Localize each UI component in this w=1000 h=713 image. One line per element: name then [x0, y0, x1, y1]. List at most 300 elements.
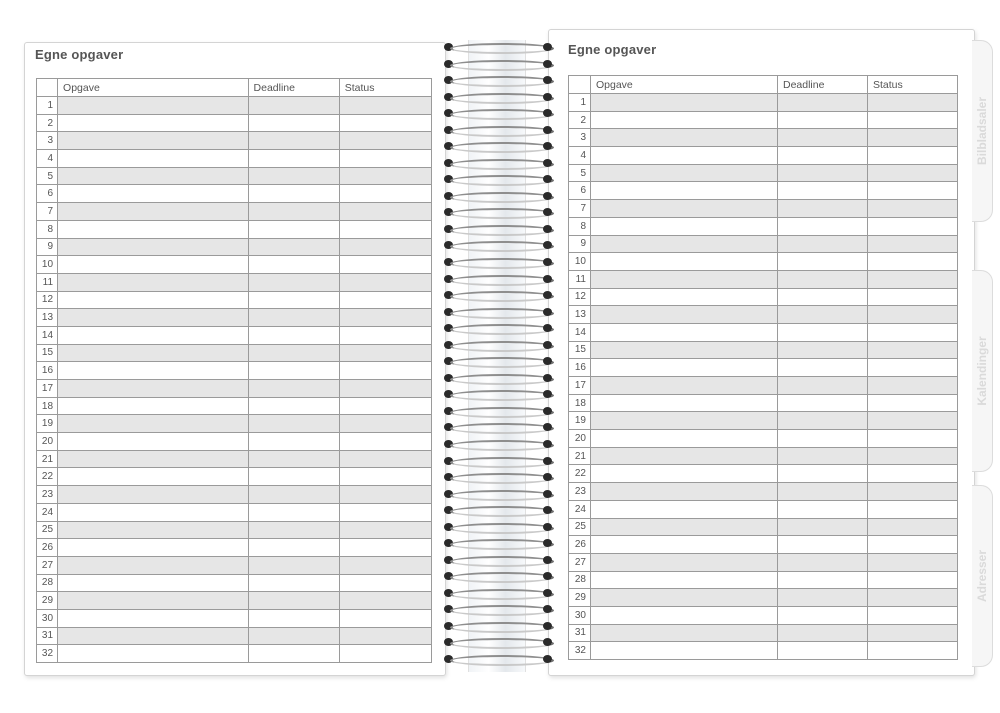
deadline-cell[interactable]	[778, 500, 868, 518]
coil-loop	[450, 390, 554, 401]
opgave-cell[interactable]	[591, 235, 778, 253]
deadline-cell[interactable]	[778, 483, 868, 501]
deadline-cell[interactable]	[248, 167, 339, 185]
status-cell[interactable]	[339, 185, 431, 203]
status-cell[interactable]	[868, 341, 958, 359]
opgave-cell[interactable]	[591, 536, 778, 554]
binding-coil	[438, 305, 562, 319]
status-cell[interactable]	[868, 447, 958, 465]
coil-loop	[450, 655, 554, 666]
deadline-cell[interactable]	[248, 97, 339, 115]
deadline-cell[interactable]	[778, 536, 868, 554]
status-cell[interactable]	[868, 147, 958, 165]
status-cell[interactable]	[339, 486, 431, 504]
coil-loop	[450, 572, 554, 583]
coil-loop	[450, 589, 554, 600]
status-cell[interactable]	[339, 309, 431, 327]
deadline-cell[interactable]	[248, 397, 339, 415]
deadline-cell[interactable]	[248, 574, 339, 592]
status-cell[interactable]	[339, 326, 431, 344]
section-tab-3-label: Adresser	[975, 549, 989, 603]
deadline-cell[interactable]	[778, 430, 868, 448]
deadline-cell[interactable]	[248, 627, 339, 645]
left-task-table	[36, 78, 432, 663]
table-row	[37, 167, 432, 185]
opgave-cell[interactable]	[58, 521, 248, 539]
deadline-cell[interactable]	[778, 306, 868, 324]
status-cell[interactable]	[339, 397, 431, 415]
opgave-cell[interactable]	[591, 394, 778, 412]
opgave-cell[interactable]	[591, 288, 778, 306]
binding-hole	[543, 556, 552, 564]
opgave-cell[interactable]	[591, 359, 778, 377]
status-cell[interactable]	[339, 415, 431, 433]
right-header-number	[569, 76, 591, 94]
deadline-cell[interactable]	[248, 450, 339, 468]
status-cell[interactable]	[339, 238, 431, 256]
status-cell[interactable]	[339, 503, 431, 521]
opgave-cell[interactable]	[591, 642, 778, 660]
status-cell[interactable]	[339, 521, 431, 539]
coil-loop	[450, 142, 554, 153]
binding-coil	[438, 321, 562, 335]
binding-hole	[543, 523, 552, 531]
deadline-cell[interactable]	[248, 185, 339, 203]
status-cell[interactable]	[339, 167, 431, 185]
deadline-cell[interactable]	[778, 111, 868, 129]
row-number: 31	[37, 627, 58, 645]
table-row	[569, 129, 958, 147]
status-cell[interactable]	[339, 450, 431, 468]
deadline-cell[interactable]	[248, 645, 339, 663]
opgave-cell[interactable]	[591, 253, 778, 271]
deadline-cell[interactable]	[778, 465, 868, 483]
right-table-body	[569, 94, 958, 660]
table-row	[569, 182, 958, 200]
binding-coil	[438, 189, 562, 203]
status-cell[interactable]	[339, 256, 431, 274]
deadline-cell[interactable]	[778, 341, 868, 359]
opgave-cell[interactable]	[58, 220, 248, 238]
opgave-cell[interactable]	[58, 397, 248, 415]
status-cell[interactable]	[868, 129, 958, 147]
status-cell[interactable]	[868, 589, 958, 607]
opgave-cell[interactable]	[58, 468, 248, 486]
opgave-cell[interactable]	[591, 430, 778, 448]
opgave-cell[interactable]	[591, 465, 778, 483]
binding-hole	[543, 225, 552, 233]
deadline-cell[interactable]	[778, 323, 868, 341]
table-row	[569, 217, 958, 235]
section-tab-2-label: Kalendinger	[975, 336, 989, 406]
coil-loop	[450, 208, 554, 219]
opgave-cell[interactable]	[58, 433, 248, 451]
status-cell[interactable]	[868, 235, 958, 253]
deadline-cell[interactable]	[248, 609, 339, 627]
opgave-cell[interactable]	[58, 238, 248, 256]
status-cell[interactable]	[868, 518, 958, 536]
status-cell[interactable]	[339, 132, 431, 150]
opgave-cell[interactable]	[591, 447, 778, 465]
status-cell[interactable]	[868, 111, 958, 129]
status-cell[interactable]	[339, 433, 431, 451]
opgave-cell[interactable]	[58, 556, 248, 574]
deadline-cell[interactable]	[248, 521, 339, 539]
row-number: 7	[37, 203, 58, 221]
opgave-cell[interactable]	[591, 270, 778, 288]
row-number: 1	[37, 97, 58, 115]
opgave-cell[interactable]	[591, 94, 778, 112]
status-cell[interactable]	[339, 150, 431, 168]
table-row	[569, 624, 958, 642]
binding-coil	[438, 90, 562, 104]
coil-loop	[450, 556, 554, 567]
deadline-cell[interactable]	[248, 291, 339, 309]
status-cell[interactable]	[339, 556, 431, 574]
table-row	[37, 468, 432, 486]
opgave-cell[interactable]	[58, 150, 248, 168]
row-number: 12	[37, 291, 58, 309]
binding-coil	[438, 553, 562, 567]
status-cell[interactable]	[868, 642, 958, 660]
row-number: 18	[37, 397, 58, 415]
opgave-cell[interactable]	[58, 132, 248, 150]
deadline-cell[interactable]	[248, 433, 339, 451]
deadline-cell[interactable]	[778, 642, 868, 660]
opgave-cell[interactable]	[58, 645, 248, 663]
row-number: 30	[569, 606, 591, 624]
opgave-cell[interactable]	[591, 518, 778, 536]
status-cell[interactable]	[339, 362, 431, 380]
status-cell[interactable]	[868, 270, 958, 288]
table-row	[569, 412, 958, 430]
table-row	[37, 203, 432, 221]
status-cell[interactable]	[339, 291, 431, 309]
opgave-cell[interactable]	[591, 571, 778, 589]
coil-loop	[450, 93, 554, 104]
deadline-cell[interactable]	[778, 235, 868, 253]
status-cell[interactable]	[339, 574, 431, 592]
binding-coil	[438, 371, 562, 385]
status-cell[interactable]	[339, 273, 431, 291]
row-number: 22	[569, 465, 591, 483]
binding-hole	[543, 159, 552, 167]
opgave-cell[interactable]	[58, 486, 248, 504]
status-cell[interactable]	[868, 536, 958, 554]
right-header-status: Status	[868, 76, 958, 94]
binding-coil	[438, 172, 562, 186]
opgave-cell[interactable]	[58, 185, 248, 203]
deadline-cell[interactable]	[778, 182, 868, 200]
table-row	[569, 200, 958, 218]
deadline-cell[interactable]	[248, 592, 339, 610]
status-cell[interactable]	[868, 483, 958, 501]
table-row	[37, 397, 432, 415]
coil-loop	[450, 60, 554, 71]
binding-coil	[438, 338, 562, 352]
deadline-cell[interactable]	[248, 203, 339, 221]
deadline-cell[interactable]	[778, 147, 868, 165]
opgave-cell[interactable]	[591, 323, 778, 341]
status-cell[interactable]	[339, 592, 431, 610]
deadline-cell[interactable]	[248, 362, 339, 380]
row-number: 12	[569, 288, 591, 306]
deadline-cell[interactable]	[248, 132, 339, 150]
opgave-cell[interactable]	[58, 627, 248, 645]
opgave-cell[interactable]	[58, 167, 248, 185]
deadline-cell[interactable]	[778, 571, 868, 589]
status-cell[interactable]	[339, 203, 431, 221]
coil-loop	[450, 291, 554, 302]
opgave-cell[interactable]	[58, 273, 248, 291]
right-header-deadline: Deadline	[778, 76, 868, 94]
coil-loop	[450, 506, 554, 517]
opgave-cell[interactable]	[58, 97, 248, 115]
binding-coil	[438, 470, 562, 484]
opgave-cell[interactable]	[58, 574, 248, 592]
status-cell[interactable]	[339, 539, 431, 557]
deadline-cell[interactable]	[778, 518, 868, 536]
table-row	[37, 114, 432, 132]
deadline-cell[interactable]	[248, 150, 339, 168]
status-cell[interactable]	[339, 380, 431, 398]
row-number: 26	[569, 536, 591, 554]
opgave-cell[interactable]	[58, 380, 248, 398]
left-header-opgave: Opgave	[58, 79, 248, 97]
row-number: 27	[37, 556, 58, 574]
row-number: 32	[569, 642, 591, 660]
coil-loop	[450, 457, 554, 468]
opgave-cell[interactable]	[58, 450, 248, 468]
status-cell[interactable]	[868, 164, 958, 182]
deadline-cell[interactable]	[248, 468, 339, 486]
row-number: 21	[569, 447, 591, 465]
status-cell[interactable]	[868, 323, 958, 341]
opgave-cell[interactable]	[591, 200, 778, 218]
status-cell[interactable]	[868, 359, 958, 377]
status-cell[interactable]	[868, 377, 958, 395]
deadline-cell[interactable]	[248, 238, 339, 256]
table-row	[569, 359, 958, 377]
opgave-cell[interactable]	[58, 256, 248, 274]
status-cell[interactable]	[339, 627, 431, 645]
deadline-cell[interactable]	[778, 270, 868, 288]
status-cell[interactable]	[868, 182, 958, 200]
binding-hole	[543, 275, 552, 283]
binding-coil	[438, 520, 562, 534]
status-cell[interactable]	[339, 344, 431, 362]
status-cell[interactable]	[868, 253, 958, 271]
opgave-cell[interactable]	[591, 129, 778, 147]
binding-coil	[438, 139, 562, 153]
coil-loop	[450, 275, 554, 286]
binding-coil	[438, 73, 562, 87]
deadline-cell[interactable]	[248, 344, 339, 362]
table-row	[569, 518, 958, 536]
status-cell[interactable]	[339, 220, 431, 238]
table-row	[569, 642, 958, 660]
binding-coil	[438, 255, 562, 269]
row-number: 32	[37, 645, 58, 663]
coil-loop	[450, 539, 554, 550]
binding-hole	[543, 655, 552, 663]
status-cell[interactable]	[868, 465, 958, 483]
coil-loop	[450, 523, 554, 534]
right-header-opgave: Opgave	[591, 76, 778, 94]
section-tab-1[interactable]	[972, 40, 993, 222]
row-number: 11	[569, 270, 591, 288]
opgave-cell[interactable]	[58, 415, 248, 433]
opgave-cell[interactable]	[591, 412, 778, 430]
status-cell[interactable]	[868, 430, 958, 448]
deadline-cell[interactable]	[248, 539, 339, 557]
section-tab-3[interactable]	[972, 485, 993, 667]
deadline-cell[interactable]	[248, 556, 339, 574]
table-row	[37, 220, 432, 238]
coil-loop	[450, 407, 554, 418]
deadline-cell[interactable]	[778, 553, 868, 571]
status-cell[interactable]	[868, 288, 958, 306]
table-row	[37, 185, 432, 203]
table-row	[569, 571, 958, 589]
opgave-cell[interactable]	[591, 500, 778, 518]
row-number: 5	[569, 164, 591, 182]
left-page-title: Egne opgaver	[35, 47, 124, 62]
opgave-cell[interactable]	[591, 377, 778, 395]
deadline-cell[interactable]	[778, 94, 868, 112]
opgave-cell[interactable]	[591, 341, 778, 359]
opgave-cell[interactable]	[58, 291, 248, 309]
opgave-cell[interactable]	[591, 111, 778, 129]
row-number: 20	[37, 433, 58, 451]
deadline-cell[interactable]	[778, 129, 868, 147]
table-row	[37, 132, 432, 150]
status-cell[interactable]	[339, 609, 431, 627]
deadline-cell[interactable]	[248, 256, 339, 274]
status-cell[interactable]	[339, 114, 431, 132]
row-number: 19	[569, 412, 591, 430]
deadline-cell[interactable]	[778, 447, 868, 465]
deadline-cell[interactable]	[248, 486, 339, 504]
binding-hole	[543, 126, 552, 134]
deadline-cell[interactable]	[778, 200, 868, 218]
opgave-cell[interactable]	[591, 306, 778, 324]
deadline-cell[interactable]	[248, 415, 339, 433]
opgave-cell[interactable]	[591, 624, 778, 642]
deadline-cell[interactable]	[778, 377, 868, 395]
opgave-cell[interactable]	[58, 344, 248, 362]
table-row	[37, 97, 432, 115]
opgave-cell[interactable]	[58, 362, 248, 380]
deadline-cell[interactable]	[248, 273, 339, 291]
deadline-cell[interactable]	[248, 326, 339, 344]
section-tab-1-label: Bilbladsaler	[975, 96, 989, 166]
status-cell[interactable]	[868, 606, 958, 624]
status-cell[interactable]	[868, 217, 958, 235]
opgave-cell[interactable]	[58, 503, 248, 521]
deadline-cell[interactable]	[778, 359, 868, 377]
opgave-cell[interactable]	[591, 217, 778, 235]
opgave-cell[interactable]	[591, 483, 778, 501]
coil-loop	[450, 357, 554, 368]
opgave-cell[interactable]	[591, 164, 778, 182]
status-cell[interactable]	[868, 412, 958, 430]
binding-coil	[438, 387, 562, 401]
deadline-cell[interactable]	[778, 217, 868, 235]
opgave-cell[interactable]	[58, 326, 248, 344]
opgave-cell[interactable]	[591, 589, 778, 607]
deadline-cell[interactable]	[248, 380, 339, 398]
table-row	[37, 450, 432, 468]
right-page	[548, 29, 975, 676]
opgave-cell[interactable]	[58, 114, 248, 132]
deadline-cell[interactable]	[778, 624, 868, 642]
section-tab-2[interactable]	[972, 270, 993, 472]
deadline-cell[interactable]	[778, 288, 868, 306]
deadline-cell[interactable]	[248, 114, 339, 132]
table-row	[569, 288, 958, 306]
binding-coil	[438, 40, 562, 54]
binding-hole	[543, 341, 552, 349]
opgave-cell[interactable]	[591, 553, 778, 571]
coil-loop	[450, 473, 554, 484]
table-row	[569, 606, 958, 624]
binding-hole	[543, 407, 552, 415]
status-cell[interactable]	[339, 645, 431, 663]
table-row	[37, 645, 432, 663]
deadline-cell[interactable]	[248, 309, 339, 327]
table-row	[569, 147, 958, 165]
deadline-cell[interactable]	[778, 394, 868, 412]
opgave-cell[interactable]	[58, 539, 248, 557]
deadline-cell[interactable]	[778, 253, 868, 271]
deadline-cell[interactable]	[778, 164, 868, 182]
opgave-cell[interactable]	[58, 309, 248, 327]
status-cell[interactable]	[868, 394, 958, 412]
status-cell[interactable]	[339, 468, 431, 486]
row-number: 21	[37, 450, 58, 468]
status-cell[interactable]	[868, 571, 958, 589]
status-cell[interactable]	[868, 500, 958, 518]
opgave-cell[interactable]	[591, 182, 778, 200]
status-cell[interactable]	[868, 94, 958, 112]
row-number: 23	[569, 483, 591, 501]
binding-hole	[543, 440, 552, 448]
opgave-cell[interactable]	[58, 609, 248, 627]
row-number: 13	[569, 306, 591, 324]
opgave-cell[interactable]	[591, 147, 778, 165]
opgave-cell[interactable]	[591, 606, 778, 624]
deadline-cell[interactable]	[778, 589, 868, 607]
deadline-cell[interactable]	[778, 606, 868, 624]
row-number: 3	[37, 132, 58, 150]
opgave-cell[interactable]	[58, 592, 248, 610]
status-cell[interactable]	[868, 200, 958, 218]
table-row	[569, 323, 958, 341]
binding-coil	[438, 635, 562, 649]
deadline-cell[interactable]	[778, 412, 868, 430]
binding-coil	[438, 487, 562, 501]
table-row	[37, 380, 432, 398]
opgave-cell[interactable]	[58, 203, 248, 221]
status-cell[interactable]	[868, 306, 958, 324]
deadline-cell[interactable]	[248, 220, 339, 238]
status-cell[interactable]	[339, 97, 431, 115]
status-cell[interactable]	[868, 624, 958, 642]
deadline-cell[interactable]	[248, 503, 339, 521]
status-cell[interactable]	[868, 553, 958, 571]
left-header-deadline: Deadline	[248, 79, 339, 97]
